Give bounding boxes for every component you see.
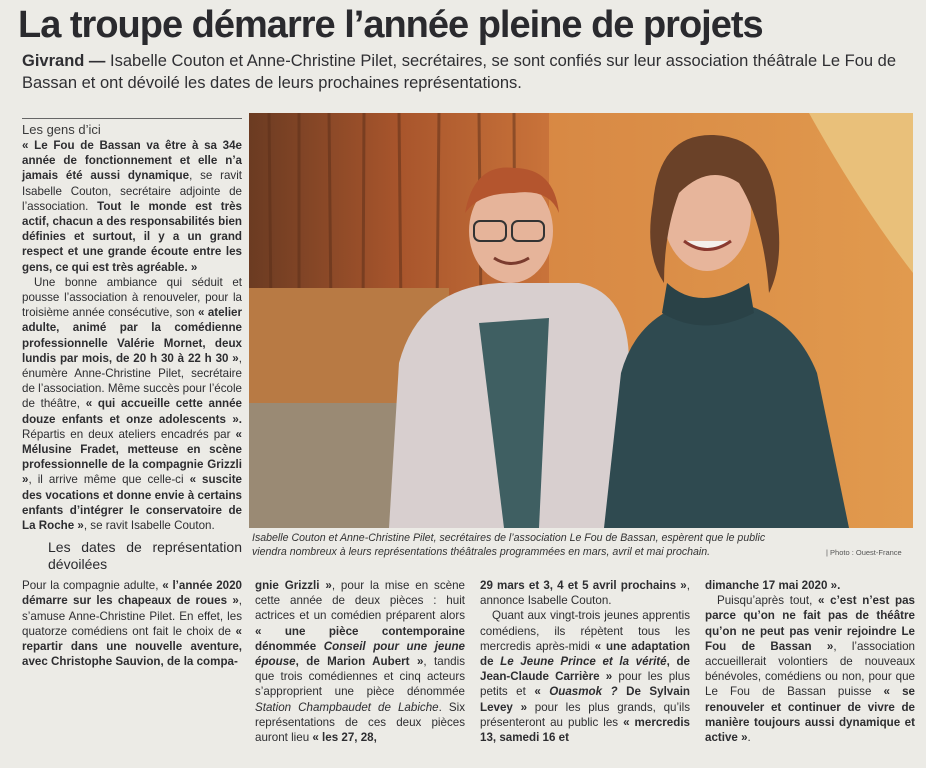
section-subhead: Les dates de représentation dévoilées: [48, 539, 242, 573]
quote-text: Tout le monde est très actif, chacun a des responsabilités bien définies et surtout, il y a un grand respect et une grande écoute entre les gens, ce qui est très agréable. »: [22, 199, 242, 274]
article-lede: [22, 50, 902, 94]
body-text: Quant aux vingt-trois jeunes apprentis comédiens, ils répètent tous les mercredis après-midi: [480, 609, 690, 653]
paragraph: [22, 578, 242, 669]
lede-text: Isabelle Couton et Anne-Christine Pilet, secrétaires, se sont confiés sur leur association théâtrale Le Fou de Bassan et ont dévoilé les dates de leurs prochaines représentations.: [22, 52, 897, 92]
quote-text: , de Marion Aubert »: [295, 655, 424, 669]
quote-text: «: [534, 685, 550, 699]
article-photo: [249, 113, 913, 528]
lede-place: Givrand —: [22, 52, 106, 70]
article-column-1: [22, 138, 242, 670]
quote-text: « se renouveler et continuer de vivre de manière toujours aussi dynamique et active »: [705, 685, 915, 745]
paragraph: [22, 138, 242, 275]
paragraph: [255, 578, 465, 745]
article-headline: La troupe démarre l’année pleine de projets: [18, 4, 763, 46]
paragraph: [705, 593, 915, 745]
body-text: .: [747, 731, 751, 745]
article-column-2: [255, 578, 465, 745]
body-text: , pour la mise en scène cette année de deux pièces : huit actrices et un comédien préparent alors: [255, 579, 465, 623]
body-text: , il arrive même que celle-ci: [28, 473, 190, 487]
quote-text: « mercredis 13, samedi 16 et: [480, 715, 690, 745]
body-text: Pour la compagnie adulte,: [22, 579, 163, 593]
article-column-4: [705, 578, 915, 745]
quote-text: « suscite des vocations et donne envie à certains enfants d’intégrer le conservatoire de La Roche »: [22, 473, 243, 533]
quote-text: « une pièce contemporaine dénommée: [255, 624, 465, 653]
quote-text: « qui accueille cette année douze enfants et onze adolescents ».: [22, 397, 243, 426]
quote-text: « c’est n’est pas parce qu’on ne fait pas de théâtre qu’on ne peut pas venir rejoindre Le Fou de Bassan »: [705, 594, 915, 653]
paragraph: [22, 275, 242, 533]
paragraph: [480, 578, 690, 608]
quote-text: « atelier adulte, animé par la comédienne professionnelle Valérie Mornet, deux lundis par mois, de 20 h 30 à 22 h 30 »: [22, 306, 243, 365]
body-text: , énumère Anne-Christine Pilet, secrétaire de l’association. Même succès pour l’école de théâtre,: [22, 351, 242, 411]
body-text: pour les plus grands, qu’ils présenteront au public les: [480, 700, 690, 729]
play-title: Ouasmok ?: [549, 685, 618, 699]
quote-text: gnie Grizzli »: [255, 579, 332, 592]
section-rubric: Les gens d’ici: [22, 118, 242, 137]
body-text: Une bonne ambiance qui séduit et pousse l’association à renouveler, pour la troisième année consécutive, son: [22, 275, 242, 320]
body-text: Répartis en deux ateliers encadrés par: [22, 427, 236, 441]
article-column-3: [480, 578, 690, 745]
photo-illustration: [249, 113, 913, 528]
play-title: Conseil pour une jeune épouse: [255, 639, 465, 669]
quote-text: , de Jean-Claude Carrière »: [480, 655, 690, 684]
body-text: , annonce Isabelle Couton.: [480, 579, 690, 608]
body-text: pour les plus petits et: [480, 670, 690, 699]
quote-text: « l’année 2020 démarre sur les chapeaux de roues »: [22, 579, 242, 608]
play-title: Station Champbaudet de Labiche: [255, 700, 439, 714]
body-text: . Six représentations de ces deux pièces auront lieu: [255, 700, 465, 745]
paragraph: [705, 578, 915, 593]
body-text: , l’association accueillerait volontiers de nouveaux bénévoles, comédiens ou non, pour que Le Fou de Bassan puisse: [705, 639, 915, 699]
photo-caption: Isabelle Couton et Anne-Christine Pilet, secrétaires de l’association Le Fou de Bassan, espèrent que le public viendra nombreux à leurs représentations théâtrales programmées en mars, avril et mai prochain.: [252, 532, 766, 558]
body-text: , s’amuse Anne-Christine Pilet. En effet, les quatorze comédiens ont fait le choix de: [22, 594, 242, 638]
quote-text: « Le Fou de Bassan va être à sa 34e année de fonctionnement et elle n’a jamais été aussi dynamique: [22, 139, 242, 183]
quote-text: « repartir dans une nouvelle aventure, avec Christophe Sauvion, de la compa-: [22, 624, 242, 669]
quote-text: dimanche 17 mai 2020 ».: [705, 579, 841, 592]
body-text: Puisqu’après tout,: [717, 594, 818, 608]
body-text: , se ravit Isabelle Couton, secrétaire adjointe de l’association.: [22, 169, 242, 213]
body-text: , se ravit Isabelle Couton.: [83, 519, 215, 533]
body-text: , tandis que trois comédiennes et cinq acteurs s’approprient une pièce dénommée: [255, 655, 465, 699]
photo-credit: | Photo : Ouest-France: [826, 548, 902, 557]
play-title: Le Jeune Prince et la vérité: [500, 655, 667, 669]
quote-text: 29 mars et 3, 4 et 5 avril prochains »: [480, 579, 687, 592]
quote-text: « une adaptation de: [480, 639, 690, 669]
quote-text: De Sylvain Levey »: [480, 685, 690, 714]
quote-text: « Mélusine Fradet, metteuse en scène professionnelle de la compagnie Grizzli »: [22, 427, 242, 487]
paragraph: [480, 608, 690, 745]
quote-text: « les 27, 28,: [312, 731, 377, 745]
